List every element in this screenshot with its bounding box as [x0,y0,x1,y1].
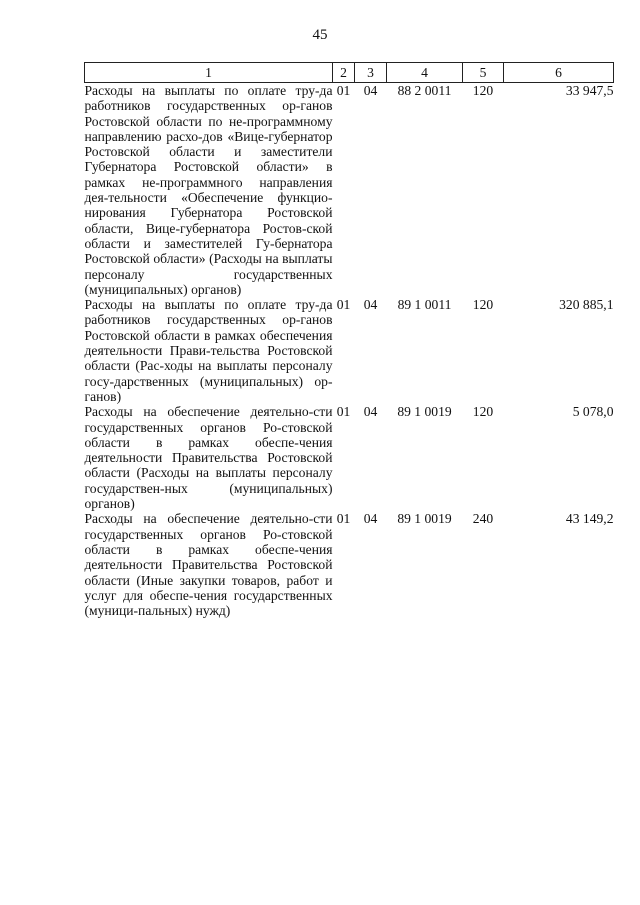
table-row [85,511,614,618]
row-description: Расходы на обеспечение деятельно-сти государственных органов Ро-стовской области в рамках обеспе-чения деятельности Правительства Ростовской области (Расходы на выплаты персоналу государствен-ных (муниципальных) органов) [84,404,333,512]
row-amount: 33 947,5 [565,83,614,98]
row-description: Расходы на выплаты по оплате тру-да работников государственных ор-ганов Ростовской области по не-программному направлению расхо-дов «Вице-губернатор Ростовской области и заместители Губернатора Ростовской области» в рамках не-программного направления дея-тельности «Обеспечение функцио-нирования Губернатора Ростовской области, Вице-губернатора Ростов-ской области и заместителей Гу-бернатора Ростовской области» (Расходы на выплаты персоналу государственных (муниципальных) органов) [84,83,333,297]
column-header-description: 1 [85,63,333,83]
column-header-target-article: 4 [387,63,463,83]
table-header-row [85,63,614,83]
column-header-expense-type: 5 [463,63,504,83]
row-amount: 5 078,0 [572,404,614,420]
table-row [85,83,614,298]
row-subsection-code: 04 [363,511,378,527]
row-target-article: 89 1 0019 [397,511,452,527]
column-header-subsection: 3 [355,63,387,83]
column-header-amount: 6 [504,63,614,83]
row-section-code: 01 [336,511,351,527]
row-subsection-code: 04 [363,404,378,420]
column-header-section: 2 [333,63,355,83]
row-subsection-code: 04 [363,83,378,98]
row-expense-type: 120 [472,297,494,313]
row-target-article: 89 1 0019 [397,404,452,420]
row-section-code: 01 [336,297,351,313]
row-expense-type: 240 [472,511,494,527]
table-row [85,404,614,511]
row-amount: 320 885,1 [559,297,614,313]
row-subsection-code: 04 [363,297,378,313]
row-description: Расходы на выплаты по оплате тру-да работников государственных ор-ганов Ростовской области в рамках обеспечения деятельности Прави-тельства Ростовской области (Рас-ходы на выплаты персоналу госу-дарственных (муниципальных) ор-ганов) [84,297,333,404]
row-section-code: 01 [336,404,351,420]
page-number: 45 [312,27,328,43]
row-description: Расходы на обеспечение деятельно-сти государственных органов Ро-стовской области в рамках обеспе-чения деятельности Правительства Ростовской области (Иные закупки товаров, работ и услуг для обеспе-чения государственных (муници-пальных) нужд) [84,511,333,619]
row-target-article: 88 2 0011 [397,83,452,98]
row-amount: 43 149,2 [565,511,614,527]
row-expense-type: 120 [472,83,494,98]
row-section-code: 01 [336,83,351,98]
table-row [85,297,614,404]
row-target-article: 89 1 0011 [397,297,452,313]
budget-expenditure-table [84,62,614,618]
row-expense-type: 120 [472,404,494,420]
